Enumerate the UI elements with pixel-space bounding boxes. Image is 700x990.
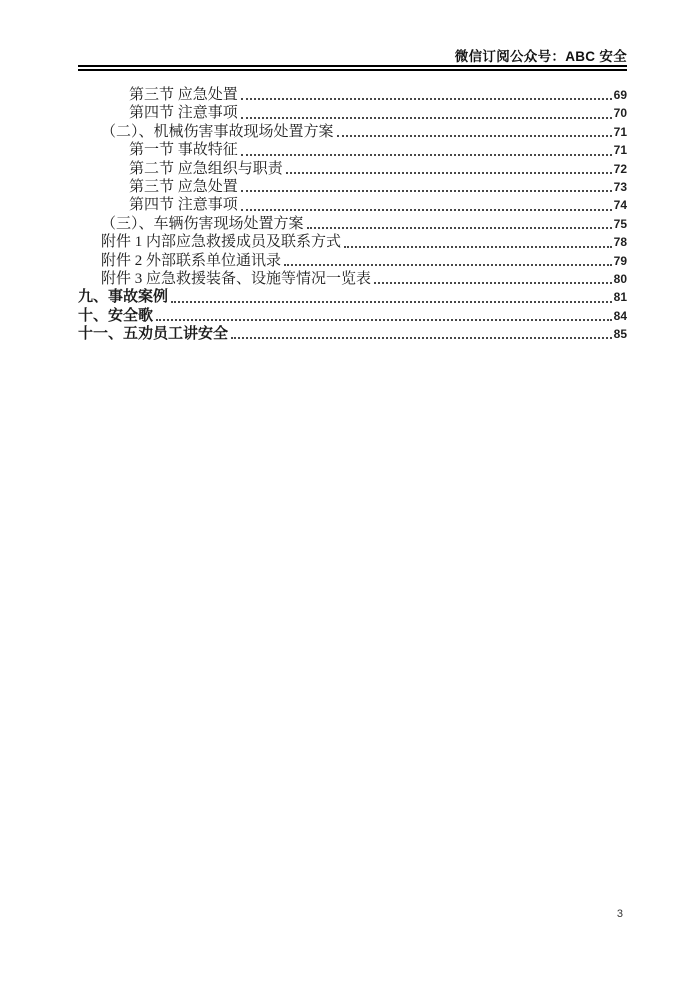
toc-page-number: 85 [613,327,627,342]
toc-dot-leader [284,264,612,266]
toc-dot-leader [241,98,612,100]
toc-entry [78,160,627,178]
toc-dot-leader [241,190,612,192]
toc-page-number: 72 [613,161,627,176]
toc-dot-leader [344,246,612,248]
header-account-label: 微信订阅公众号：ABC 安全 [454,49,627,64]
toc-entry-label: 第一节 事故特征 [129,142,238,159]
toc-page-number: 71 [613,124,627,139]
toc-entry-label: 第三节 应急处置 [129,178,238,195]
toc-entry-label: 第四节 注意事项 [129,197,238,214]
toc-dot-leader [231,337,612,339]
toc-entry [78,307,627,325]
toc-dot-leader [156,319,612,321]
toc-entry-label: 附件 2 外部联系单位通讯录 [101,252,282,269]
toc-dot-leader [241,154,612,156]
toc-entry-label: （二）、机械伤害事故现场处置方案 [101,123,334,140]
toc-entry [78,196,627,214]
toc-entry-label: 九、事故案例 [78,289,169,306]
toc-dot-leader [337,135,612,137]
toc-entry [78,270,627,288]
toc-entry [78,215,627,233]
toc-page-number: 78 [613,235,627,250]
toc-entry-label: 第二节 应急组织与职责 [129,160,283,177]
toc-dot-leader [241,209,612,211]
table-of-contents [78,86,627,343]
toc-dot-leader [241,117,612,119]
toc-entry-label: 附件 1 内部应急救援成员及联系方式 [101,234,342,251]
toc-dot-leader [307,227,612,229]
toc-entry [78,178,627,196]
toc-page-number: 80 [613,271,627,286]
toc-entry [78,141,627,159]
toc-dot-leader [171,301,612,303]
toc-entry [78,104,627,122]
toc-page-number: 79 [613,253,627,268]
toc-page-number: 69 [613,88,627,102]
toc-entry-label: 十、安全歌 [78,307,154,324]
toc-page-number: 75 [613,216,627,231]
header-divider [78,65,627,71]
toc-entry-label: 十一、五劝员工讲安全 [78,326,229,343]
toc-entry [78,252,627,270]
toc-page-number: 71 [613,143,627,158]
toc-entry [78,325,627,343]
toc-dot-leader [374,282,612,284]
toc-page-number: 84 [613,308,627,323]
toc-page-number: 74 [613,198,627,213]
toc-entry [78,123,627,141]
toc-entry [78,288,627,306]
toc-entry-label: 附件 3 应急救援装备、设施等情况一览表 [101,270,372,287]
toc-entry [78,86,627,104]
toc-page-number: 81 [613,290,627,305]
toc-page-number: 70 [613,106,627,121]
toc-entry [78,233,627,251]
toc-page-number: 73 [613,179,627,194]
toc-entry-label: 第四节 注意事项 [129,105,238,122]
toc-entry-label: 第三节 应急处置 [129,87,238,103]
toc-dot-leader [286,172,612,174]
toc-entry-label: （三）、车辆伤害现场处置方案 [101,215,304,232]
page-number: 3 [616,908,623,920]
